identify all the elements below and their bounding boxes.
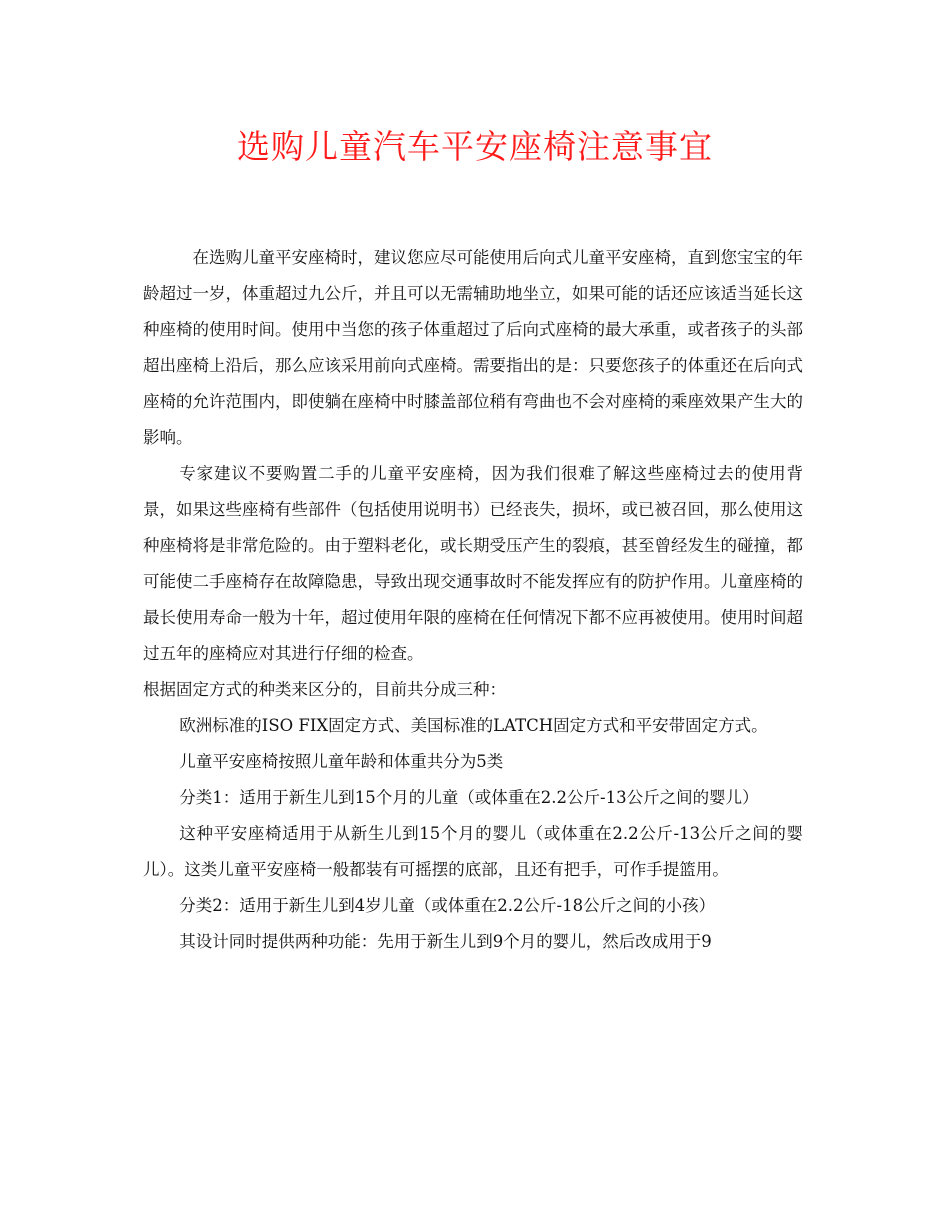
paragraph-category-1-heading: 分类1：适用于新生儿到15个月的儿童（或体重在2.2公斤-13公斤之间的婴儿） (179, 788, 759, 807)
document-body (143, 240, 803, 960)
paragraph-fixing-methods-intro: 根据固定方式的种类来区分的，目前共分成三种： (143, 680, 506, 699)
paragraph-category-2-detail: 其设计同时提供两种功能：先用于新生儿到9个月的婴儿，然后改成用于9 (179, 932, 712, 951)
paragraph-fixing-methods: 欧洲标准的ISO FIX固定方式、美国标准的LATCH固定方式和平安带固定方式。 (179, 716, 768, 735)
paragraph-rear-facing-advice: 在选购儿童平安座椅时，建议您应尽可能使用后向式儿童平安座椅，直到您宝宝的年龄超过一岁，体重超过九公斤，并且可以无需辅助地坐立，如果可能的话还应该适当延长这种座椅的使用时间。使用中当您的孩子体重超过了后向式座椅的最大承重，或者孩子的头部超出座椅上沿后，那么应该采用前向式座椅。需要指出的是：只要您孩子的体重还在后向式座椅的允许范围内，即使躺在座椅中时膝盖部位稍有弯曲也不会对座椅的乘座效果产生大的影响。 (143, 248, 803, 447)
document-title: 选购儿童汽车平安座椅注意事宜 (237, 127, 713, 166)
paragraph-second-hand-warning: 专家建议不要购置二手的儿童平安座椅，因为我们很难了解这些座椅过去的使用背景，如果这些座椅有些部件（包括使用说明书）已经丧失，损坏，或已被召回，那么使用这种座椅将是非常危险的。由于塑料老化，或长期受压产生的裂痕，甚至曾经发生的碰撞，都可能使二手座椅存在故障隐患，导致出现交通事故时不能发挥应有的防护作用。儿童座椅的最长使用寿命一般为十年，超过使用年限的座椅在任何情况下都不应再被使用。使用时间超过五年的座椅应对其进行仔细的检查。 (143, 464, 803, 663)
paragraph-categories-intro: 儿童平安座椅按照儿童年龄和体重共分为5类 (179, 752, 504, 771)
paragraph-category-2-heading: 分类2：适用于新生儿到4岁儿童（或体重在2.2公斤-18公斤之间的小孩） (179, 896, 716, 915)
paragraph-category-1-detail: 这种平安座椅适用于从新生儿到15个月的婴儿（或体重在2.2公斤-13公斤之间的婴儿）。这类儿童平安座椅一般都装有可摇摆的底部，且还有把手，可作手提篮用。 (143, 824, 803, 879)
